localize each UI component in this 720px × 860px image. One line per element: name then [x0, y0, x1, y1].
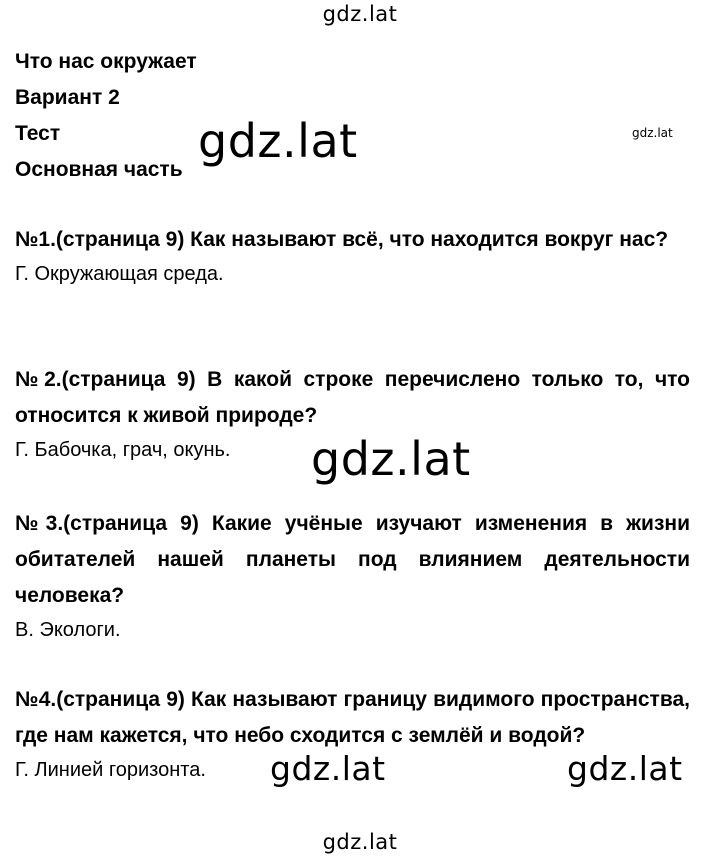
document-title: Что нас окружает — [15, 50, 197, 73]
watermark-mid-1: gdz.lat — [270, 749, 386, 788]
answer-text: В. Экологи. — [15, 619, 121, 641]
watermark-large-2: gdz.lat — [311, 432, 471, 486]
variant-label: Вариант 2 — [15, 86, 120, 109]
answer-text: Г. Окружающая среда. — [15, 263, 224, 285]
watermark-tiny: gdz.lat — [632, 126, 673, 140]
test-label: Тест — [15, 122, 61, 145]
question-block-3 — [15, 506, 690, 646]
question-text: №4.(страница 9) Как называют границу видимого пространства, где нам кажется, что небо сходится с землёй и водой? — [15, 688, 690, 747]
answer-text: Г. Линией горизонта. — [15, 759, 206, 781]
question-block-1 — [15, 222, 690, 290]
part-label: Основная часть — [15, 158, 183, 181]
question-text: №1.(страница 9) Как называют всё, что находится вокруг нас? — [15, 228, 669, 251]
watermark-top: gdz.lat — [322, 2, 398, 26]
question-text: №3.(страница 9) Какие учёные изучают изменения в жизни обитателей нашей планеты под влиянием деятельности человека? — [15, 512, 690, 607]
watermark-mid-2: gdz.lat — [567, 749, 683, 788]
document-header — [15, 44, 197, 188]
answer-text: Г. Бабочка, грач, окунь. — [15, 439, 231, 461]
watermark-bottom: gdz.lat — [322, 830, 398, 854]
question-text: №2.(страница 9) В какой строке перечислено только то, что относится к живой природе? — [15, 368, 690, 427]
watermark-large-1: gdz.lat — [198, 114, 358, 168]
